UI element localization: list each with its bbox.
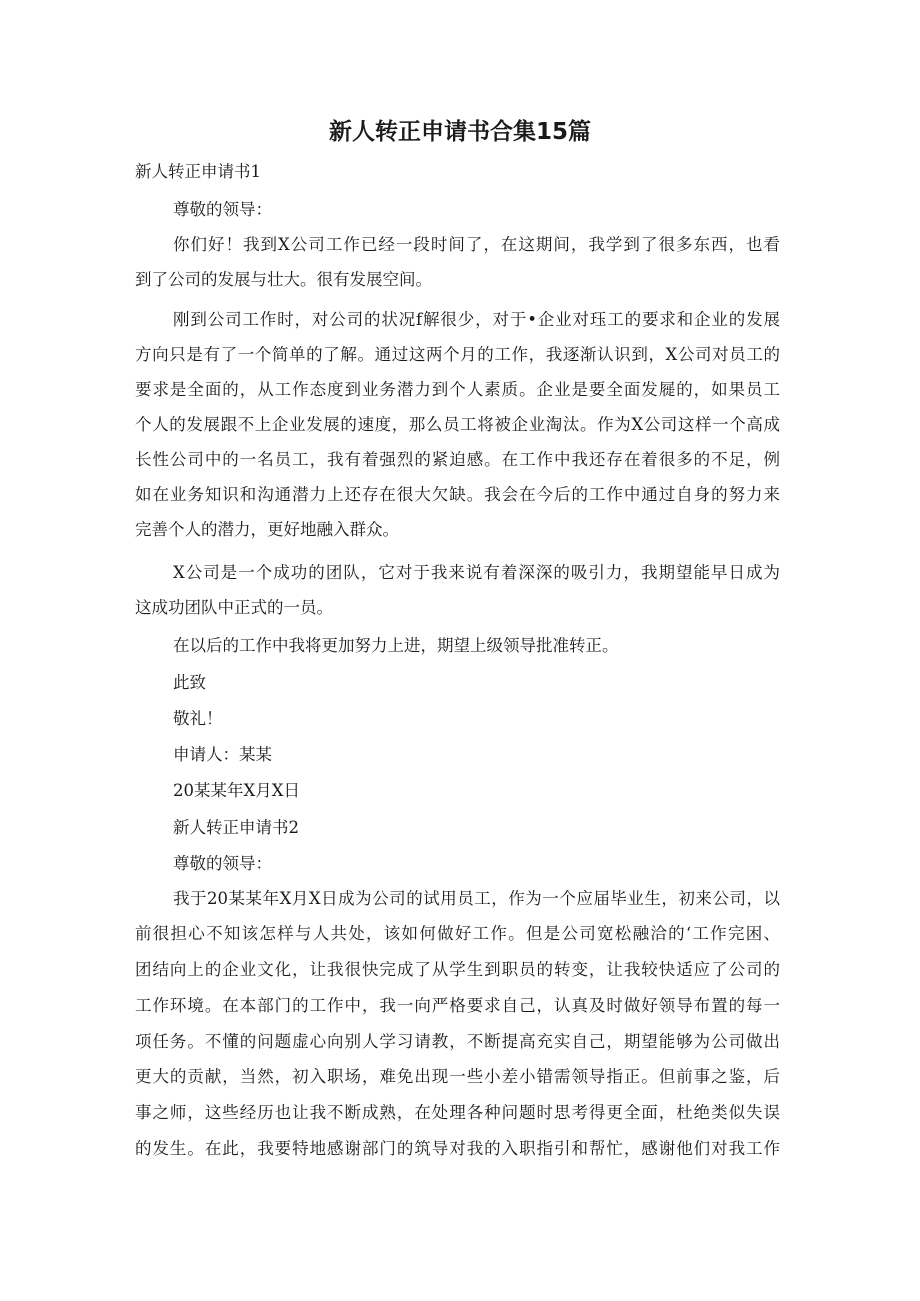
body-line: 申请人：某某 <box>173 745 272 764</box>
body-line: 长性公司中的一名员工，我有着强烈的紧迫感。在工作中我还存在着很多的不足，例 <box>135 450 780 469</box>
body-line: 我于20某某年X月X日成为公司的试用员工，作为一个应届毕业生，初来公司，以 <box>173 889 780 908</box>
body-line: 尊敬的领导： <box>173 200 272 219</box>
body-line: 的发生。在此，我要特地感谢部门的筑导对我的入职指引和帮忙，感谢他们对我工作 <box>135 1139 780 1158</box>
body-line: 个人的发展跟不上企业发展的速度，那么员工将被企业淘汰。作为X公司这样一个高成 <box>135 415 780 434</box>
body-line: 此致 <box>173 673 206 692</box>
body-line: 新人转正申请书1 <box>135 162 261 181</box>
body-line: 新人转正申请书2 <box>173 818 299 837</box>
body-line: 刚到公司工作时，对公司的状况f解很少，对于•企业对珏工的要求和企业的发展 <box>173 310 780 329</box>
body-line: 20某某年X月X日 <box>173 781 300 800</box>
body-line: 敬礼！ <box>173 709 223 728</box>
body-line: 到了公司的发展与壮大。很有发展空间。 <box>135 270 432 289</box>
body-line: 完善个人的潜力，更好地融入群众。 <box>135 520 399 539</box>
body-line: 这成功团队中正式的一员。 <box>135 598 333 617</box>
body-line: 尊敬的领导： <box>173 854 272 873</box>
document-title: 新人转正申请书合集15篇 <box>328 119 591 145</box>
body-line: 要求是全面的，从工作态度到业务潜力到个人素质。企业是要全面发屣的，如果员工 <box>135 380 780 399</box>
body-line: 如在业务知识和沟通潜力上还存在很大欠缺。我会在今后的工作中通过自身的努力来 <box>135 485 780 504</box>
body-line: 方向只是有了一个简单的了解。通过这两个月的工作，我逐渐认识到，X公司对员工的 <box>135 345 780 364</box>
body-line: 团结向上的企业文化，让我很快完成了从学生到职员的转变，让我较快适应了公司的 <box>135 960 780 979</box>
body-line: 前很担心不知该怎样与人共处，该如何做好工作。但是公司宽松融洽的‘工作完困、 <box>135 924 780 943</box>
body-line: 事之师，这些经历也让我不断成熟，在处理各种问题时思考得更全面，杜绝类似失误 <box>135 1103 780 1122</box>
body-line: 工作环境。在本部门的工作中，我一向严格要求自己，认真及时做好领导布置的每一 <box>135 996 780 1015</box>
body-line: 你们好！我到X公司工作已经一段时间了，在这期间，我学到了很多东西，也看 <box>173 235 780 254</box>
body-line: 更大的贡献，当然，初入职场，难免出现一些小差小错需领导指正。但前事之鉴，后 <box>135 1067 780 1086</box>
body-line: 在以后的工作中我将更加努力上进，期望上级领导批准转正。 <box>173 636 619 655</box>
body-line: 项任务。不懂的问题虚心向别人学习请教，不断提高充实自己，期望能够为公司做出 <box>135 1032 780 1051</box>
body-line: X公司是一个成功的团队，它对于我来说有着深深的吸引力，我期望能早日成为 <box>173 563 780 582</box>
